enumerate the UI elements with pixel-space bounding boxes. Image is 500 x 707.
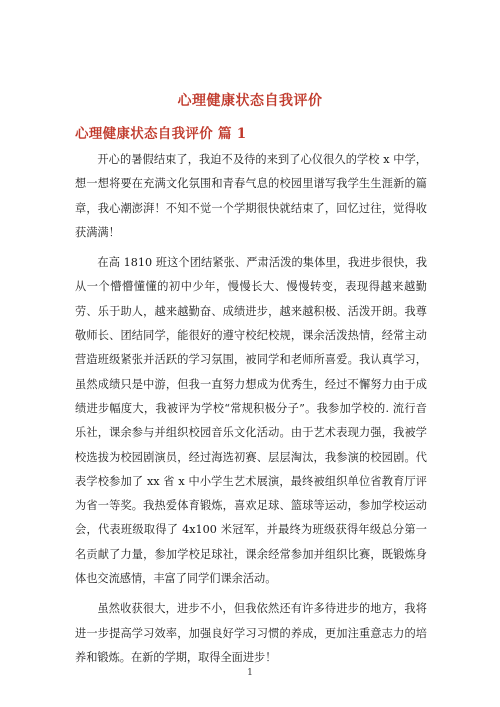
page-number: 1	[247, 668, 253, 678]
paragraph: 开心的暑假结束了，我迫不及待的来到了心仪很久的学校 x 中学，想一想将要在充满文化氛围和青春气息的校园里谱写我学生生涯新的篇章，我心潮澎湃！不知不觉一个学期很快就结束了，回忆过往，觉得收获满满！	[75, 153, 427, 239]
paragraph: 虽然收获很大，进步不小，但我依然还有许多待进步的地方，我将进一步提高学习效率，加强良好学习习惯的养成，更加注重意志力的培养和锻炼。在新的学期，取得全面进步！	[75, 602, 427, 664]
document-title: 心理健康状态自我评价	[177, 93, 323, 109]
body-text	[75, 148, 427, 676]
paragraph: 在高 1810 班这个团结紧张、严肃活泼的集体里，我进步很快，我从一个懵懵懂懂的初中少年，慢慢长大、慢慢转变，表现得越来越勤劳、乐于助人，越来越勤奋、成绩进步，越来越积极、活泼开朗。我尊敬师长、团结同学，能很好的遵守校纪校规，课余活泼热情，经常主动营造班级紧张并活跃的学习氛围，被同学和老师所喜爱。我认真学习，虽然成绩只是中游，但我一直努力想成为优秀生，经过不懈努力由于成绩进步幅度大，我被评为学校“常规积极分子”。我参加学校的. 流行音乐社，课余参与并组织校园音乐文化活动。由于艺术表现力强，我被学校选拔为校园剧演员，经过海选初赛、层层淘汰，我参演的校园剧。代表学校参加了 xx 省 x 中小学生艺术展演，最终被组织单位省教育厅评为省一等奖。我热爱体育锻炼，喜欢足球、篮球等运动，参加学校运动会，代表班级取得了 4x100 米冠军，并最终为班级获得年级总分第一名贡献了力量，参加学校足球社，课余经常参加并组织比赛，既锻炼身体也交流感情，丰富了同学们课余活动。	[75, 256, 427, 586]
section-heading: 心理健康状态自我评价 篇 1	[75, 126, 247, 142]
